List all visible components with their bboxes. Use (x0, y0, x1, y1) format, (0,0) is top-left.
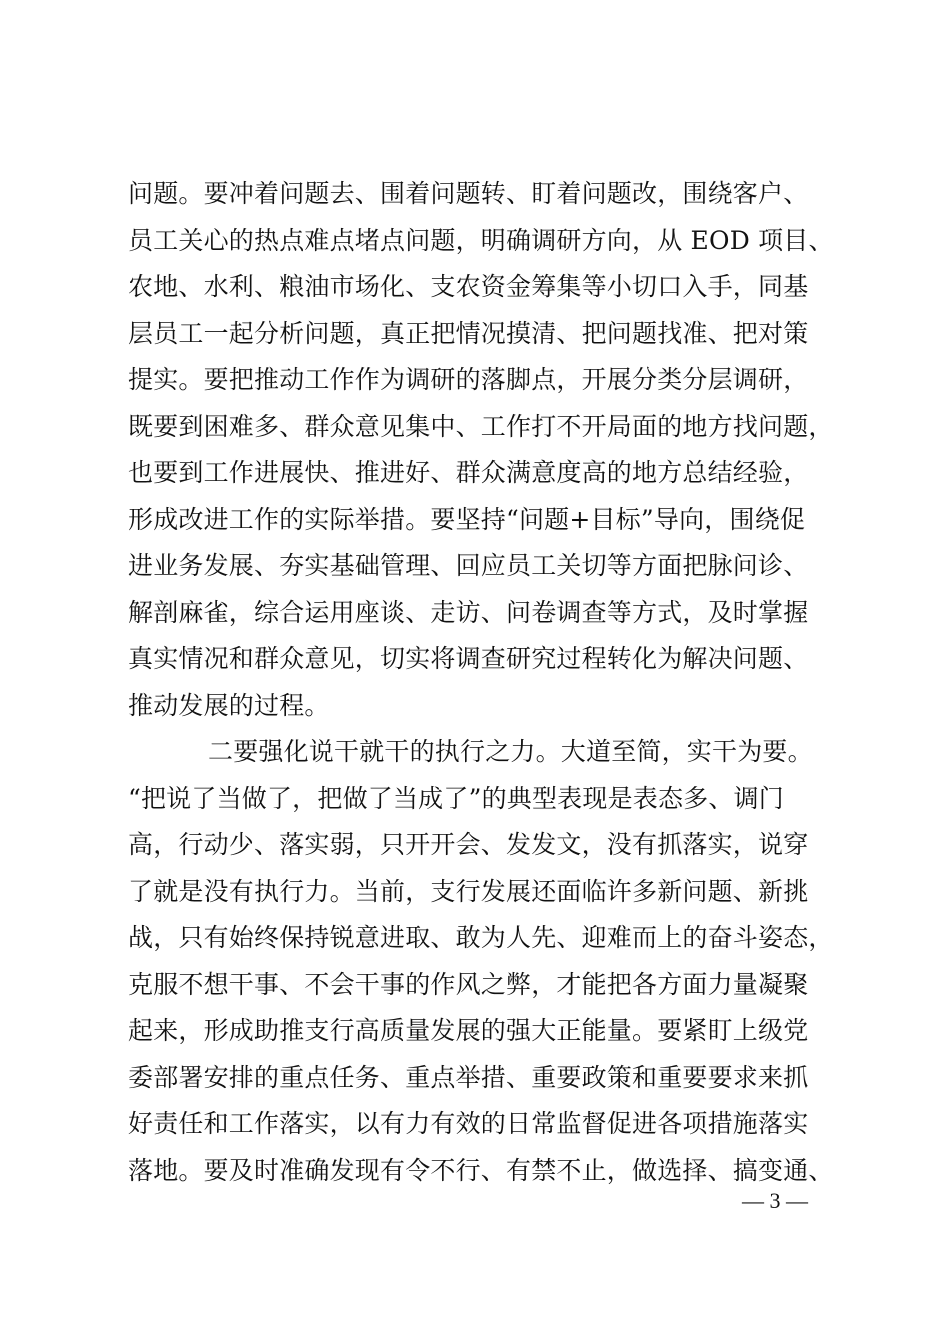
text-line: 克服不想干事、不会干事的作风之弊，才能把各方面力量凝聚 (128, 969, 809, 999)
text-line: 进业务发展、夯实基础管理、回应员工关切等方面把脉问诊、 (128, 551, 809, 580)
text-line: 起来，形成助推支行高质量发展的强大正能量。要紧盯上级党 (128, 1016, 809, 1045)
text-line: 员工关心的热点难点堵点问题，明确调研方向，从 EOD 项目、 (128, 225, 834, 255)
text-line: “把说了当做了，把做了当成了”的典型表现是表态多、调门 (128, 783, 784, 813)
text-line: 战，只有始终保持锐意进取、敢为人先、迎难而上的奋斗姿态， (128, 923, 834, 952)
text-line: 既要到困难多、群众意见集中、工作打不开局面的地方找问题， (128, 411, 834, 441)
text-line: 推动发展的过程。 (128, 690, 330, 720)
text-line: 解剖麻雀，综合运用座谈、走访、问卷调查等方式，及时掌握 (128, 597, 809, 627)
text-line: 提实。要把推动工作作为调研的落脚点，开展分类分层调研， (128, 365, 809, 394)
text-line: 形成改进工作的实际举措。要坚持“问题+目标”导向，围绕促 (128, 504, 806, 534)
text-line: 了就是没有执行力。当前，支行发展还面临许多新问题、新挑 (128, 876, 809, 906)
text-line: 农地、水利、粮油市场化、支农资金筹集等小切口入手，同基 (128, 272, 809, 301)
section-heading-line: 二要强化说干就干的执行之力。大道至简，实干为要。 (208, 737, 813, 766)
text-line: 高，行动少、落实弱，只开开会、发发文，没有抓落实，说穿 (128, 830, 809, 859)
text-line: 落地。要及时准确发现有令不行、有禁不止，做选择、搞变通、 (128, 1155, 834, 1185)
text-line: 真实情况和群众意见，切实将调查研究过程转化为解决问题、 (128, 644, 809, 673)
text-line: 层员工一起分析问题，真正把情况摸清、把问题找准、把对策 (128, 318, 809, 348)
text-line: 委部署安排的重点任务、重点举措、重要政策和重要要求来抓 (128, 1062, 809, 1092)
text-line: 问题。要冲着问题去、围着问题转、盯着问题改，围绕客户、 (128, 179, 809, 208)
body-text (128, 171, 834, 1194)
text-line: 好责任和工作落实，以有力有效的日常监督促进各项措施落实 (128, 1109, 809, 1138)
page-number: — 3 — (742, 1188, 808, 1213)
text-line: 也要到工作进展快、推进好、群众满意度高的地方总结经验， (128, 458, 809, 487)
